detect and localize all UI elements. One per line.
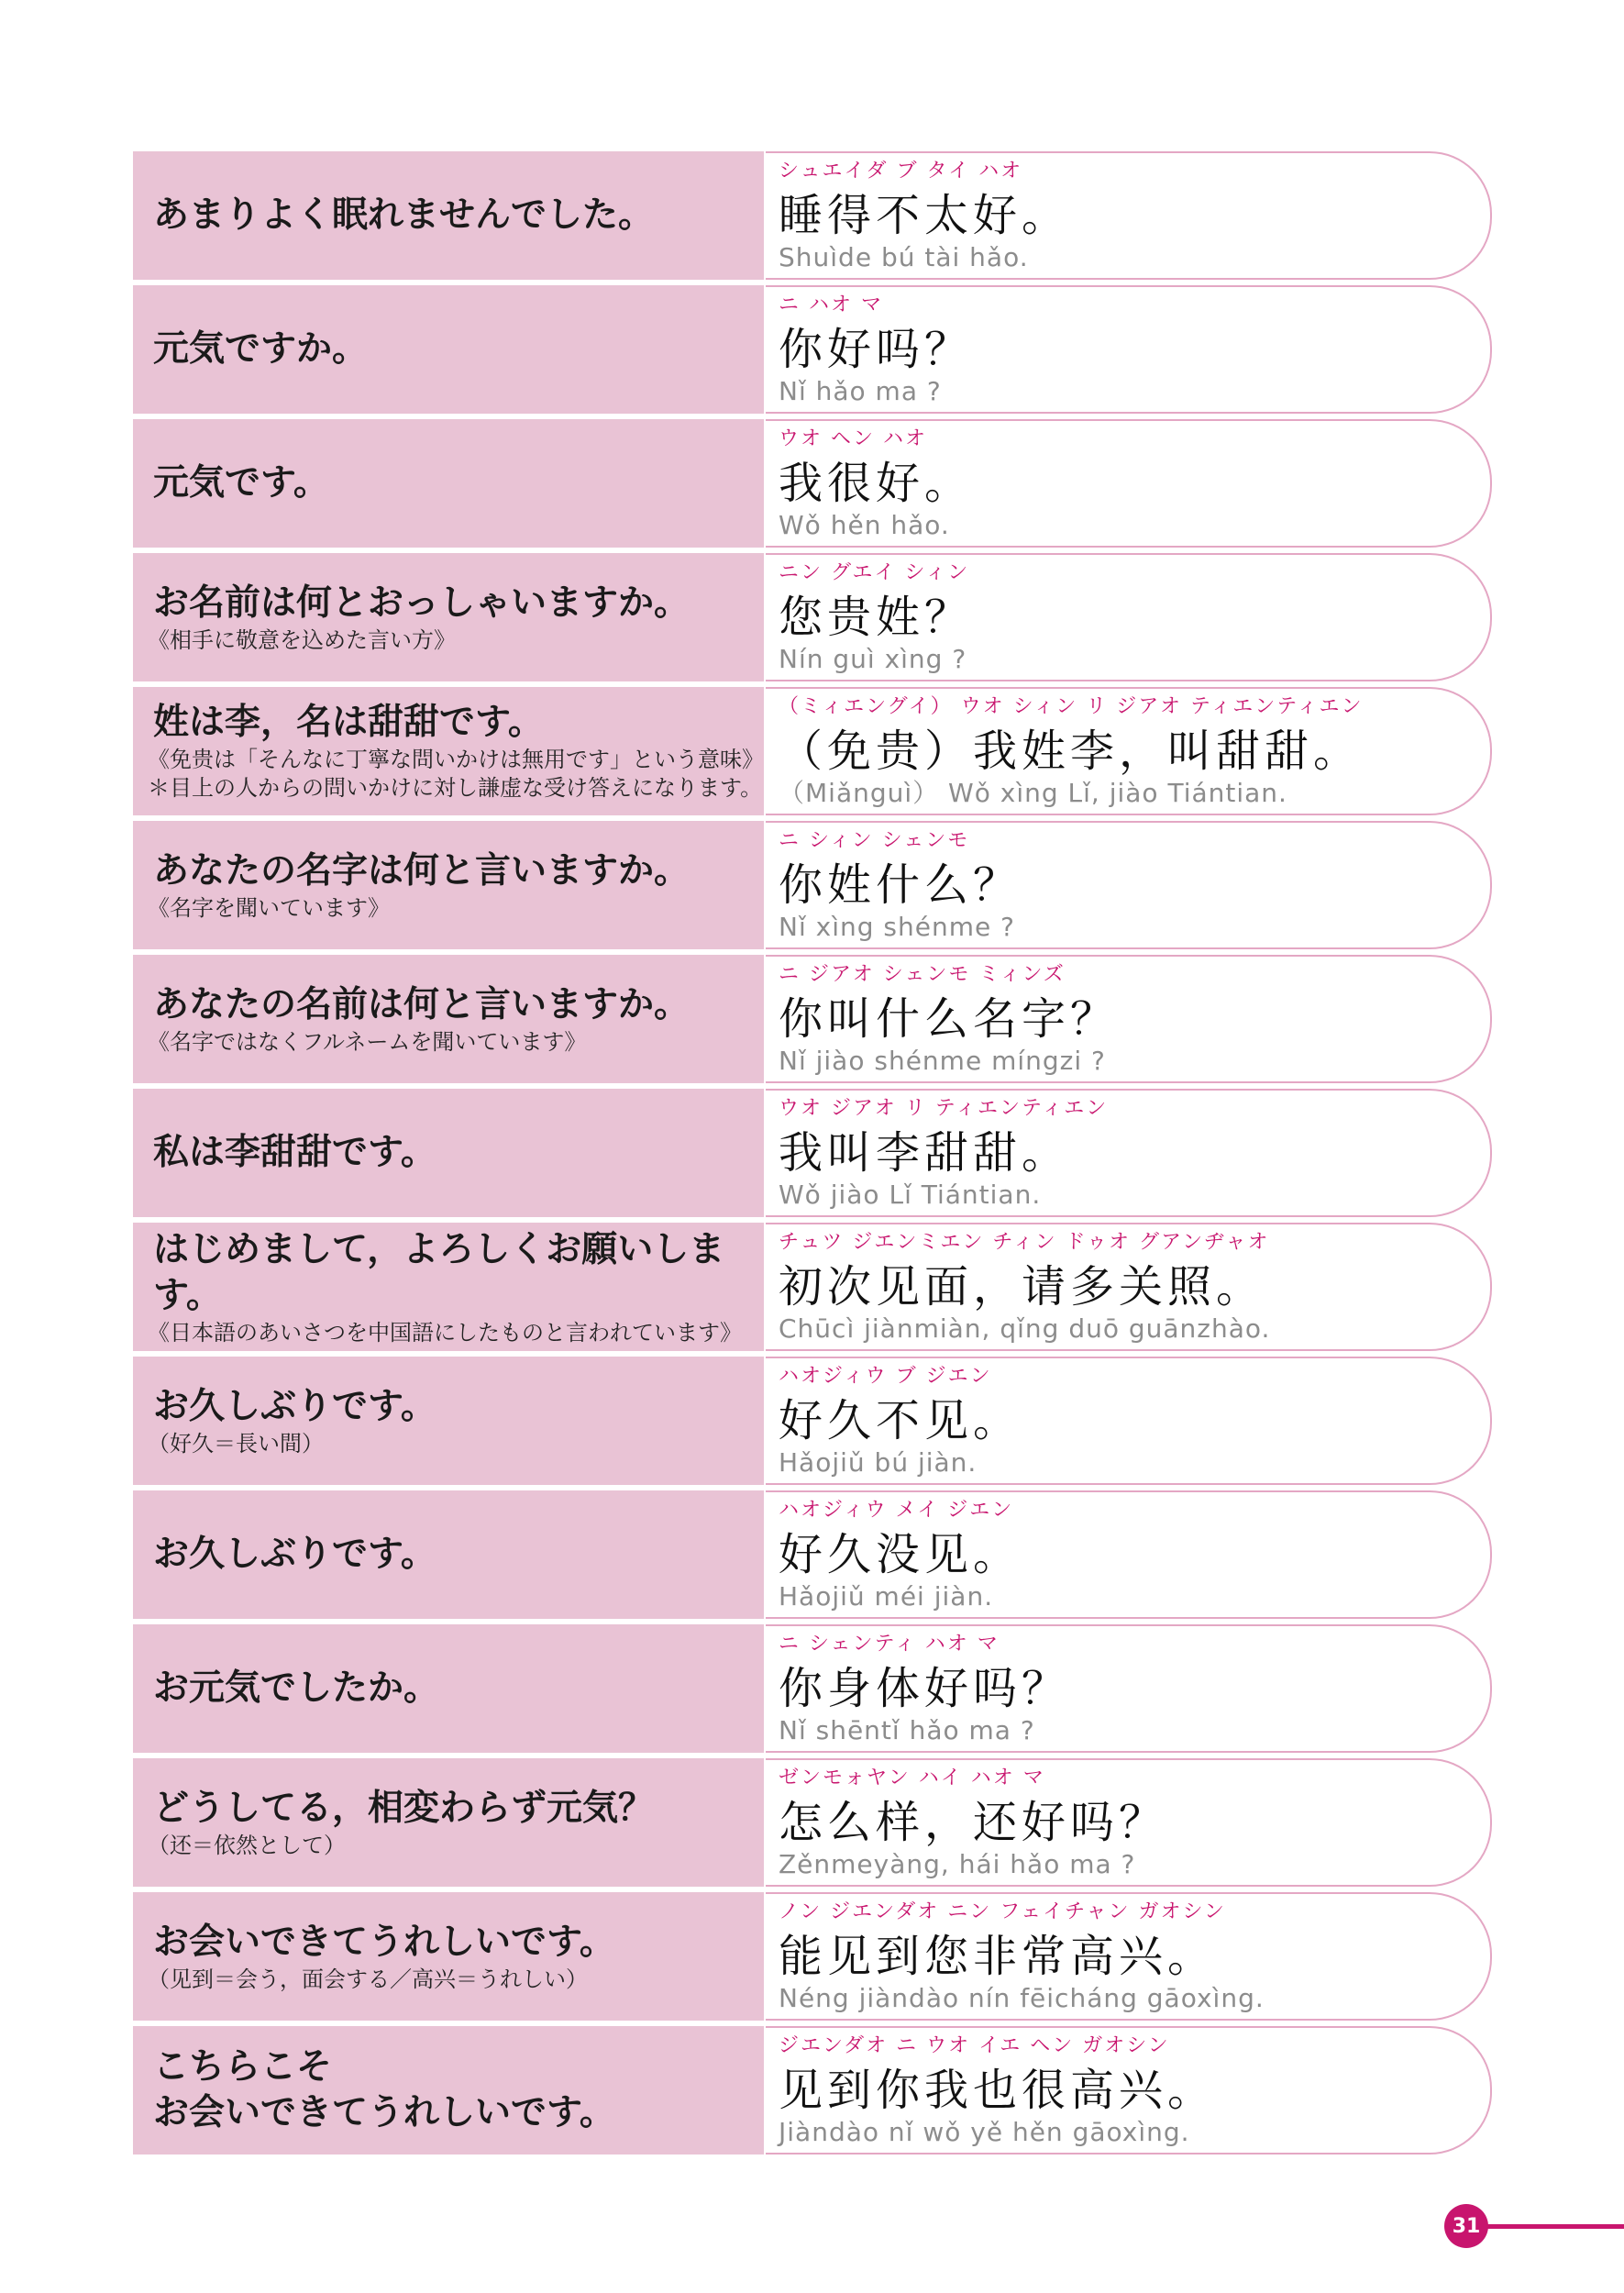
chinese-phrase: 你姓什么？ bbox=[779, 859, 1022, 911]
japanese-phrase: お会いできてうれしいです。 bbox=[153, 1921, 615, 1963]
japanese-note: 《相手に敬意を込めた言い方》 bbox=[148, 626, 456, 653]
japanese-cell bbox=[133, 1758, 764, 1887]
chinese-phrase: 怎么样，还好吗？ bbox=[779, 1797, 1168, 1848]
chinese-phrase: （免贵）我姓李，叫甜甜。 bbox=[779, 726, 1363, 777]
chinese-cell bbox=[766, 151, 1492, 280]
chinese-cell bbox=[766, 1490, 1492, 1619]
chinese-cell bbox=[766, 1357, 1492, 1485]
katakana-reading: ウオ ジアオ リ ティエンティエン bbox=[779, 1097, 1109, 1120]
chinese-phrase: 好久不见。 bbox=[779, 1395, 1022, 1446]
pinyin: （Miǎnguì） Wǒ xìng Lǐ, jiào Tiántian. bbox=[779, 778, 1287, 808]
japanese-cell bbox=[133, 2026, 764, 2155]
pinyin: Hǎojiǔ bú jiàn. bbox=[779, 1447, 978, 1478]
pinyin: Zěnmeyàng, hái hǎo ma ? bbox=[779, 1849, 1136, 1879]
phrase-row bbox=[133, 151, 1490, 280]
japanese-note: ＊目上の人からの問いかけに対し謙虚な受け答えになります。 bbox=[148, 775, 763, 801]
katakana-reading: シュエイダ ブ タイ ハオ bbox=[779, 160, 1023, 183]
japanese-cell bbox=[133, 687, 764, 815]
page-number-line bbox=[1485, 2224, 1624, 2229]
katakana-reading: ニ ジアオ シェンモ ミィンズ bbox=[779, 963, 1066, 986]
katakana-reading: ニ シィン シェンモ bbox=[779, 829, 970, 852]
japanese-note: 《免贵は「そんなに丁寧な問いかけは無用です」という意味》 bbox=[148, 747, 764, 772]
japanese-note: 《名字ではなくフルネームを聞いています》 bbox=[148, 1028, 587, 1055]
pinyin: Nǐ shēntǐ hǎo ma ? bbox=[779, 1715, 1035, 1745]
phrase-row bbox=[133, 1357, 1490, 1485]
japanese-phrase: お名前は何とおっしゃいますか。 bbox=[153, 582, 690, 624]
chinese-phrase: 我很好。 bbox=[779, 458, 974, 509]
japanese-cell bbox=[133, 1624, 764, 1753]
chinese-cell bbox=[766, 1223, 1492, 1351]
pinyin: Nǐ xìng shénme ? bbox=[779, 912, 1015, 942]
japanese-cell bbox=[133, 1892, 764, 2021]
pinyin: Nǐ hǎo ma ? bbox=[779, 376, 942, 406]
chinese-phrase: 好久没见。 bbox=[779, 1529, 1022, 1580]
katakana-reading: ニ ハオ マ bbox=[779, 294, 883, 316]
phrase-list bbox=[133, 151, 1490, 2160]
phrase-row bbox=[133, 553, 1490, 681]
japanese-cell bbox=[133, 553, 764, 681]
japanese-cell bbox=[133, 1223, 764, 1351]
katakana-reading: チュツ ジエンミエン チィン ドゥオ グアンヂャオ bbox=[779, 1231, 1270, 1254]
pinyin: Chūcì jiànmiàn, qǐng duō guānzhào. bbox=[779, 1313, 1271, 1344]
page-number: 31 bbox=[1444, 2204, 1488, 2248]
japanese-phrase: こちらこそ お会いできてうれしいです。 bbox=[153, 2046, 615, 2133]
chinese-phrase: 你身体好吗？ bbox=[779, 1663, 1071, 1714]
chinese-phrase: 能见到您非常高兴。 bbox=[779, 1931, 1217, 1982]
japanese-phrase: 私は李甜甜です。 bbox=[153, 1132, 436, 1173]
chinese-cell bbox=[766, 1892, 1492, 2021]
pinyin: Jiàndào nǐ wǒ yě hěn gāoxìng. bbox=[779, 2117, 1190, 2147]
chinese-phrase: 见到你我也很高兴。 bbox=[779, 2065, 1217, 2116]
page-number-marker bbox=[1444, 2204, 1624, 2250]
japanese-phrase: あまりよく眠れませんでした。 bbox=[153, 194, 655, 236]
japanese-cell bbox=[133, 419, 764, 548]
japanese-phrase: 姓は李，名は甜甜です。 bbox=[153, 702, 544, 743]
katakana-reading: ニ シェンティ ハオ マ bbox=[779, 1633, 1000, 1656]
phrase-row bbox=[133, 687, 1490, 815]
katakana-reading: ゼンモォヤン ハイ ハオ マ bbox=[779, 1767, 1045, 1789]
japanese-phrase: あなたの名字は何と言いますか。 bbox=[153, 849, 690, 892]
japanese-phrase: あなたの名前は何と言いますか。 bbox=[153, 983, 690, 1025]
japanese-phrase: お久しぶりです。 bbox=[153, 1385, 436, 1427]
phrase-row bbox=[133, 1624, 1490, 1753]
chinese-cell bbox=[766, 955, 1492, 1083]
katakana-reading: ハオジィウ メイ ジエン bbox=[779, 1499, 1014, 1522]
japanese-phrase: 元気です。 bbox=[153, 462, 329, 504]
chinese-cell bbox=[766, 1758, 1492, 1887]
chinese-cell bbox=[766, 1624, 1492, 1753]
chinese-phrase: 我叫李甜甜。 bbox=[779, 1127, 1071, 1179]
chinese-phrase: 您贵姓？ bbox=[779, 592, 974, 643]
chinese-phrase: 你好吗？ bbox=[779, 324, 974, 375]
japanese-note: 《日本語のあいさつを中国語にしたものと言われています》 bbox=[148, 1319, 742, 1346]
japanese-phrase: どうしてる，相変わらず元気？ bbox=[153, 1787, 655, 1829]
pinyin: Wǒ jiào Lǐ Tiántian. bbox=[779, 1180, 1042, 1210]
pinyin: Wǒ hěn hǎo. bbox=[779, 510, 950, 540]
japanese-note: （见到＝会う，面会する／高兴＝うれしい） bbox=[148, 1966, 588, 1992]
japanese-note: （好久＝長い間） bbox=[148, 1430, 324, 1457]
chinese-cell bbox=[766, 687, 1492, 815]
phrase-row bbox=[133, 1892, 1490, 2021]
katakana-reading: ジエンダオ ニ ウオ イエ ヘン ガオシン bbox=[779, 2034, 1170, 2057]
japanese-phrase: はじめまして，よろしくお願いします。 bbox=[153, 1228, 725, 1316]
japanese-cell bbox=[133, 1490, 764, 1619]
japanese-note: 《名字を聞いています》 bbox=[148, 894, 390, 921]
japanese-cell bbox=[133, 1089, 764, 1217]
phrase-row bbox=[133, 1758, 1490, 1887]
chinese-phrase: 睡得不太好。 bbox=[779, 190, 1071, 241]
pinyin: Shuìde bú tài hǎo. bbox=[779, 242, 1029, 272]
japanese-phrase: 元気ですか。 bbox=[153, 328, 369, 370]
phrase-row bbox=[133, 1490, 1490, 1619]
japanese-cell bbox=[133, 151, 764, 280]
chinese-cell bbox=[766, 419, 1492, 548]
chinese-cell bbox=[766, 553, 1492, 681]
chinese-phrase: 你叫什么名字？ bbox=[779, 993, 1120, 1045]
pinyin: Hǎojiǔ méi jiàn. bbox=[779, 1581, 994, 1612]
phrase-row bbox=[133, 285, 1490, 414]
pinyin: Néng jiàndào nín fēicháng gāoxìng. bbox=[779, 1983, 1265, 2013]
pinyin: Nín guì xìng ? bbox=[779, 644, 967, 674]
chinese-cell bbox=[766, 2026, 1492, 2155]
phrase-row bbox=[133, 419, 1490, 548]
katakana-reading: ハオジィウ ブ ジエン bbox=[779, 1365, 992, 1388]
katakana-reading: （ミィエングイ） ウオ シィン リ ジアオ ティエンティエン bbox=[779, 695, 1364, 718]
japanese-cell bbox=[133, 285, 764, 414]
katakana-reading: ノン ジエンダオ ニン フェイチャン ガオシン bbox=[779, 1900, 1226, 1923]
japanese-cell bbox=[133, 955, 764, 1083]
japanese-phrase: お元気でしたか。 bbox=[153, 1667, 440, 1709]
japanese-cell bbox=[133, 1357, 764, 1485]
katakana-reading: ニン グエイ シィン bbox=[779, 561, 970, 584]
chinese-cell bbox=[766, 821, 1492, 949]
pinyin: Nǐ jiào shénme míngzi ? bbox=[779, 1046, 1106, 1076]
phrase-row bbox=[133, 1223, 1490, 1351]
japanese-cell bbox=[133, 821, 764, 949]
chinese-cell bbox=[766, 285, 1492, 414]
phrase-row bbox=[133, 1089, 1490, 1217]
japanese-phrase: お久しぶりです。 bbox=[153, 1534, 436, 1575]
japanese-note: （还＝依然として） bbox=[148, 1832, 346, 1858]
chinese-cell bbox=[766, 1089, 1492, 1217]
phrase-row bbox=[133, 2026, 1490, 2155]
chinese-phrase: 初次见面，请多关照。 bbox=[779, 1261, 1265, 1313]
phrase-row bbox=[133, 955, 1490, 1083]
katakana-reading: ウオ ヘン ハオ bbox=[779, 427, 927, 450]
phrase-row bbox=[133, 821, 1490, 949]
